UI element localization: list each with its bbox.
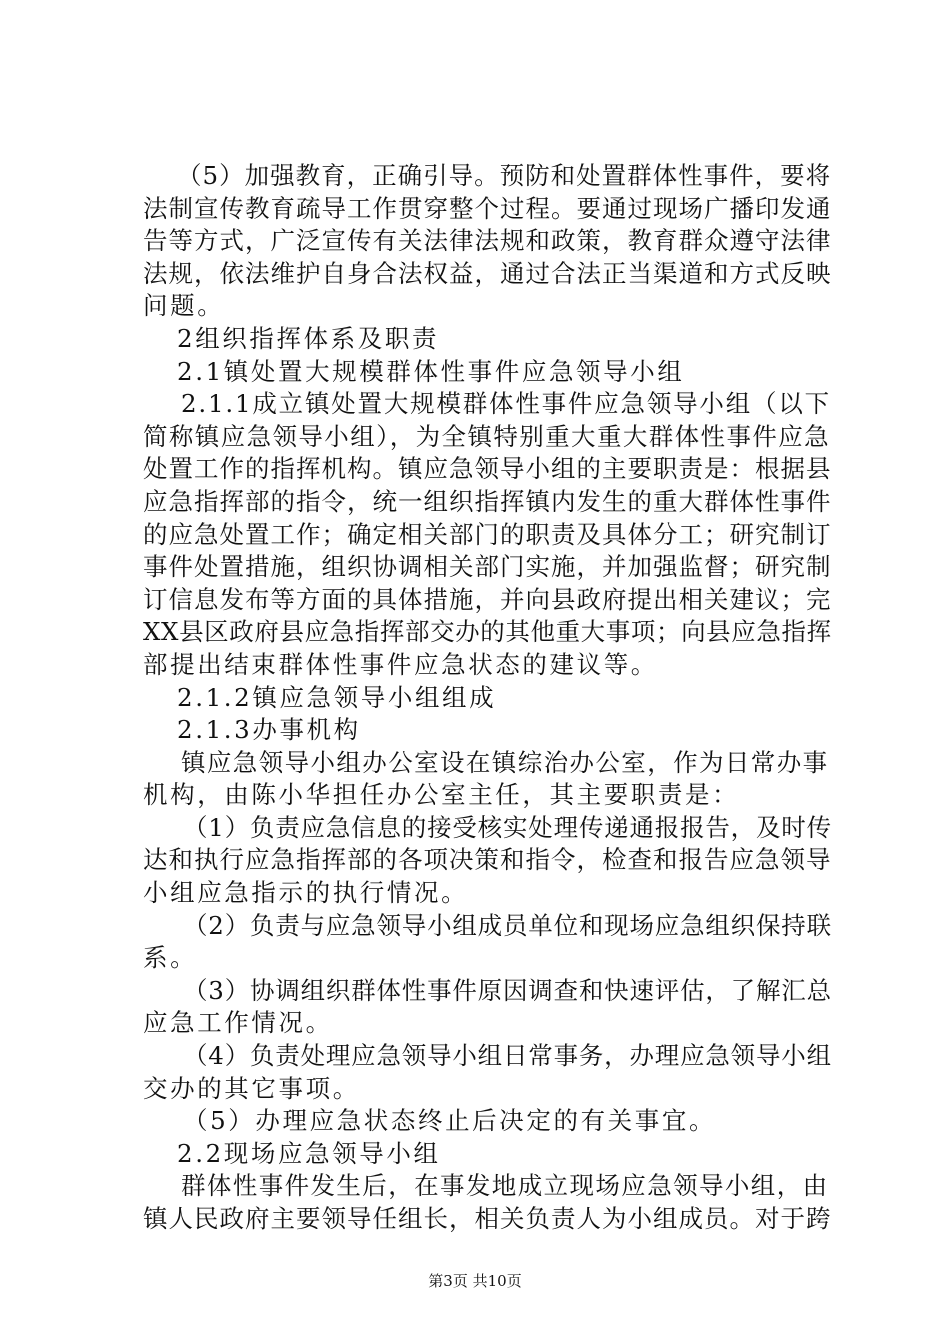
text-line: 问题。 xyxy=(143,291,225,321)
text-line: 群体性事件发生后，在事发地成立现场应急领导小组，由 xyxy=(181,1171,829,1201)
text-line: 简称镇应急领导小组），为全镇特别重大重大群体性事件应急 xyxy=(143,421,831,451)
text-line: 小组应急指示的执行情况。 xyxy=(143,878,469,908)
text-line: 应急指挥部的指令，统一组织指挥镇内发生的重大群体性事件 xyxy=(143,486,832,516)
text-line: 的应急处置工作；确定相关部门的职责及具体分工；研究制订 xyxy=(143,519,832,549)
text-line: （5）加强教育，正确引导。预防和处置群体性事件，要将 xyxy=(177,161,832,190)
text-line: 告等方式，广泛宣传有关法律法规和政策，教育群众遵守法律 xyxy=(143,226,832,256)
text-line: 交办的其它事项。 xyxy=(143,1073,360,1103)
text-line: 2.1.3办事机构 xyxy=(177,715,361,745)
text-line: 镇应急领导小组办公室设在镇综治办公室，作为日常办事 xyxy=(181,747,829,777)
page-footer: 第3页 共10页 xyxy=(428,1272,522,1290)
text-line: 部提出结束群体性事件应急状态的建议等。 xyxy=(143,649,658,679)
text-line: 2.1.1成立镇处置大规模群体性事件应急领导小组（以下 xyxy=(181,389,831,419)
text-line: 镇人民政府主要领导任组长，相关负责人为小组成员。对于跨 xyxy=(143,1204,832,1233)
text-line: 2.1镇处置大规模群体性事件应急领导小组 xyxy=(177,356,685,386)
text-line: 法制宣传教育疏导工作贯穿整个过程。要通过现场广播印发通 xyxy=(143,193,832,223)
text-line: 达和执行应急指挥部的各项决策和指令，检查和报告应急领导 xyxy=(143,845,832,875)
text-line: （5）办理应急状态终止后决定的有关事宜。 xyxy=(183,1106,717,1136)
text-line: 系。 xyxy=(143,943,198,973)
text-line: 事件处置措施，组织协调相关部门实施，并加强监督；研究制 xyxy=(143,552,832,582)
text-line: 2.1.2镇应急领导小组组成 xyxy=(177,682,497,712)
text-line: 应急工作情况。 xyxy=(143,1008,333,1038)
document-body xyxy=(143,160,833,1236)
text-line: （1）负责应急信息的接受核实处理传递通报报告，及时传 xyxy=(183,812,832,842)
text-line: XX县区政府县应急指挥部交办的其他重大事项；向县应急指挥 xyxy=(143,617,832,647)
text-line: （3）协调组织群体性事件原因调查和快速评估，了解汇总 xyxy=(183,975,832,1005)
text-line: 法规，依法维护自身合法权益，通过合法正当渠道和方式反映 xyxy=(143,258,832,288)
text-line: 2组织指挥体系及职责 xyxy=(177,323,440,353)
text-line: 机构，由陈小华担任办公室主任，其主要职责是： xyxy=(143,780,740,810)
text-line: 2.2现场应急领导小组 xyxy=(177,1138,441,1168)
text-line: （4）负责处理应急领导小组日常事务，办理应急领导小组 xyxy=(183,1041,832,1071)
text-line: 处置工作的指挥机构。镇应急领导小组的主要职责是：根据县 xyxy=(143,454,832,484)
text-line: 订信息发布等方面的具体措施，并向县政府提出相关建议；完 xyxy=(143,584,832,614)
text-line: （2）负责与应急领导小组成员单位和现场应急组织保持联 xyxy=(183,910,832,940)
